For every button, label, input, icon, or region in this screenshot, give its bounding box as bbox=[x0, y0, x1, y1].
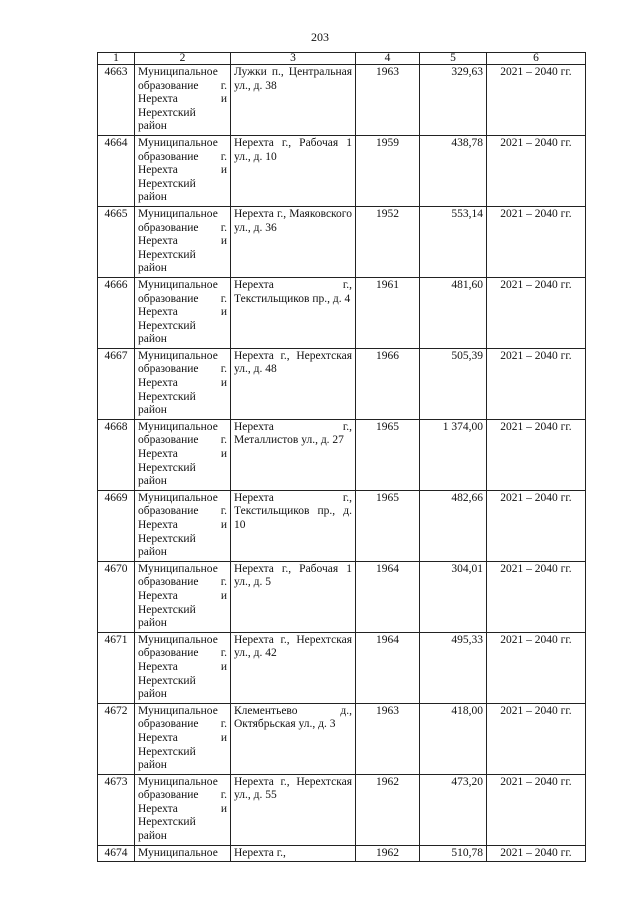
table-row bbox=[98, 561, 586, 632]
period-cell: 2021 – 2040 гг. bbox=[487, 774, 586, 845]
row-number: 4672 bbox=[98, 703, 135, 774]
area-cell: 481,60 bbox=[420, 277, 487, 348]
area-cell: 510,78 bbox=[420, 845, 487, 862]
year-cell: 1965 bbox=[356, 419, 420, 490]
housing-registry-table bbox=[97, 52, 586, 862]
area-cell: 1 374,00 bbox=[420, 419, 487, 490]
row-number: 4664 bbox=[98, 135, 135, 206]
table-row bbox=[98, 490, 586, 561]
period-cell: 2021 – 2040 гг. bbox=[487, 277, 586, 348]
address-cell: Нерехта г., Рабочая 1 ул., д. 10 bbox=[231, 135, 356, 206]
owner-cell: Муниципальное образование г. Нерехта и Нерехтский район bbox=[135, 135, 231, 206]
address-cell: Нерехта г., Текстильщиков пр., д. 4 bbox=[231, 277, 356, 348]
period-cell: 2021 – 2040 гг. bbox=[487, 703, 586, 774]
area-cell: 329,63 bbox=[420, 65, 487, 136]
address-cell: Нерехта г., Нерехтская ул., д. 42 bbox=[231, 632, 356, 703]
row-number: 4671 bbox=[98, 632, 135, 703]
column-header: 2 bbox=[135, 53, 231, 65]
period-cell: 2021 – 2040 гг. bbox=[487, 348, 586, 419]
table-row bbox=[98, 65, 586, 136]
period-cell: 2021 – 2040 гг. bbox=[487, 65, 586, 136]
year-cell: 1963 bbox=[356, 703, 420, 774]
table-row bbox=[98, 703, 586, 774]
area-cell: 473,20 bbox=[420, 774, 487, 845]
address-cell: Нерехта г., bbox=[231, 845, 356, 862]
column-header: 4 bbox=[356, 53, 420, 65]
period-cell: 2021 – 2040 гг. bbox=[487, 490, 586, 561]
row-number: 4663 bbox=[98, 65, 135, 136]
year-cell: 1962 bbox=[356, 845, 420, 862]
table-row bbox=[98, 277, 586, 348]
period-cell: 2021 – 2040 гг. bbox=[487, 632, 586, 703]
page-number: 203 bbox=[311, 30, 329, 44]
year-cell: 1959 bbox=[356, 135, 420, 206]
column-header: 1 bbox=[98, 53, 135, 65]
table-row bbox=[98, 206, 586, 277]
address-cell: Лужки п., Центральная ул., д. 38 bbox=[231, 65, 356, 136]
period-cell: 2021 – 2040 гг. bbox=[487, 419, 586, 490]
owner-cell: Муниципальное образование г. Нерехта и Нерехтский район bbox=[135, 490, 231, 561]
row-number: 4674 bbox=[98, 845, 135, 862]
owner-cell: Муниципальное образование г. Нерехта и Нерехтский район bbox=[135, 561, 231, 632]
column-header: 3 bbox=[231, 53, 356, 65]
owner-cell: Муниципальное образование г. Нерехта и Нерехтский район bbox=[135, 206, 231, 277]
owner-cell: Муниципальное bbox=[135, 845, 231, 862]
area-cell: 495,33 bbox=[420, 632, 487, 703]
table-row bbox=[98, 135, 586, 206]
owner-cell: Муниципальное образование г. Нерехта и Нерехтский район bbox=[135, 703, 231, 774]
owner-cell: Муниципальное образование г. Нерехта и Нерехтский район bbox=[135, 348, 231, 419]
year-cell: 1964 bbox=[356, 561, 420, 632]
year-cell: 1963 bbox=[356, 65, 420, 136]
year-cell: 1962 bbox=[356, 774, 420, 845]
year-cell: 1952 bbox=[356, 206, 420, 277]
row-number: 4668 bbox=[98, 419, 135, 490]
address-cell: Нерехта г., Нерехтская ул., д. 48 bbox=[231, 348, 356, 419]
owner-cell: Муниципальное образование г. Нерехта и Нерехтский район bbox=[135, 65, 231, 136]
table-row bbox=[98, 632, 586, 703]
area-cell: 505,39 bbox=[420, 348, 487, 419]
row-number: 4667 bbox=[98, 348, 135, 419]
address-cell: Нерехта г., Металлистов ул., д. 27 bbox=[231, 419, 356, 490]
owner-cell: Муниципальное образование г. Нерехта и Нерехтский район bbox=[135, 419, 231, 490]
owner-cell: Муниципальное образование г. Нерехта и Нерехтский район bbox=[135, 632, 231, 703]
table-row bbox=[98, 348, 586, 419]
table-row bbox=[98, 774, 586, 845]
area-cell: 418,00 bbox=[420, 703, 487, 774]
row-number: 4669 bbox=[98, 490, 135, 561]
owner-cell: Муниципальное образование г. Нерехта и Нерехтский район bbox=[135, 774, 231, 845]
year-cell: 1964 bbox=[356, 632, 420, 703]
area-cell: 553,14 bbox=[420, 206, 487, 277]
year-cell: 1961 bbox=[356, 277, 420, 348]
row-number: 4670 bbox=[98, 561, 135, 632]
row-number: 4665 bbox=[98, 206, 135, 277]
period-cell: 2021 – 2040 гг. bbox=[487, 135, 586, 206]
row-number: 4673 bbox=[98, 774, 135, 845]
address-cell: Нерехта г., Рабочая 1 ул., д. 5 bbox=[231, 561, 356, 632]
period-cell: 2021 – 2040 гг. bbox=[487, 561, 586, 632]
area-cell: 304,01 bbox=[420, 561, 487, 632]
row-number: 4666 bbox=[98, 277, 135, 348]
area-cell: 438,78 bbox=[420, 135, 487, 206]
area-cell: 482,66 bbox=[420, 490, 487, 561]
period-cell: 2021 – 2040 гг. bbox=[487, 845, 586, 862]
column-header: 6 bbox=[487, 53, 586, 65]
table-row bbox=[98, 419, 586, 490]
address-cell: Клементьево д., Октябрьская ул., д. 3 bbox=[231, 703, 356, 774]
address-cell: Нерехта г., Нерехтская ул., д. 55 bbox=[231, 774, 356, 845]
year-cell: 1965 bbox=[356, 490, 420, 561]
address-cell: Нерехта г., Текстильщиков пр., д. 10 bbox=[231, 490, 356, 561]
column-header: 5 bbox=[420, 53, 487, 65]
year-cell: 1966 bbox=[356, 348, 420, 419]
header-row bbox=[98, 53, 586, 65]
owner-cell: Муниципальное образование г. Нерехта и Нерехтский район bbox=[135, 277, 231, 348]
address-cell: Нерехта г., Маяковского ул., д. 36 bbox=[231, 206, 356, 277]
period-cell: 2021 – 2040 гг. bbox=[487, 206, 586, 277]
table-row bbox=[98, 845, 586, 862]
